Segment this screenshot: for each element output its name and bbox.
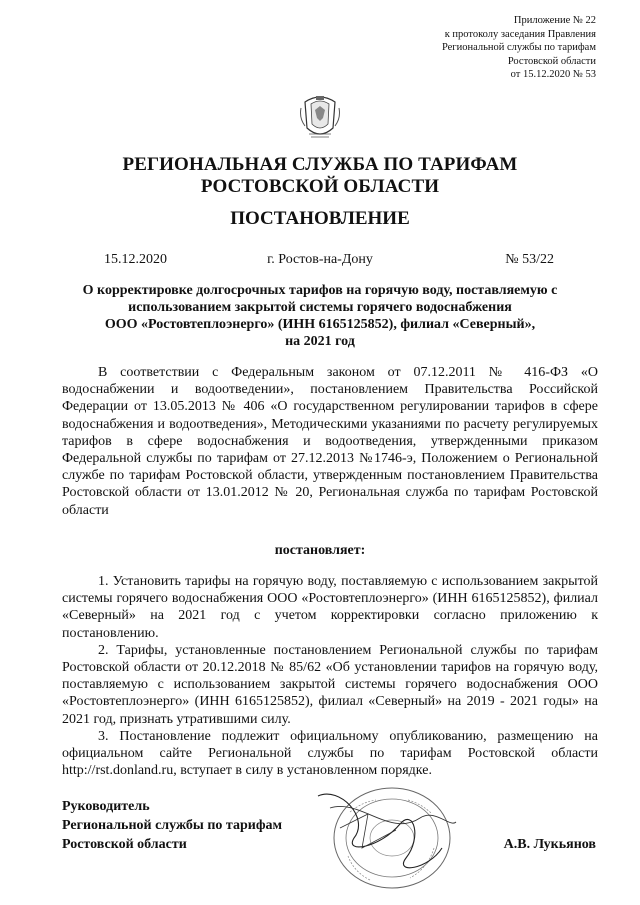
annex-reference [336,14,596,82]
annex-line: к протоколу заседания Правления [444,28,596,40]
subject-line: ООО «Ростовтеплоэнерго» (ИНН 6165125852), филиал «Северный», [104,317,536,332]
organization-line: РЕГИОНАЛЬНАЯ СЛУЖБА ПО ТАРИФАМ [122,154,518,175]
resolves-heading: постановляет: [274,543,366,558]
preamble-paragraph: В соответствии с Федеральным законом от 07.12.2011 № 416-ФЗ «О водоснабжении и водоотведении», постановлением Правительства Российской Федерации от 13.05.2013 № 406 «О государственном регулировании тарифов в сфере водоснабжения и водоотведения», Методическими указаниями по расчету регулируемых тарифов в сфере водоснабжения и водоотведения, утвержденными приказом Федеральной службы по тарифам от 27.12.2013 №1746-э, Положением о Региональной службе по тарифам Ростовской области, утвержденным постановлением Правительства Ростовской области от 13.01.2012 № 20, Региональная служба по тарифам Ростовской области [62,365,598,518]
signatory-title-line: Ростовской области [62,837,187,852]
document-city: г. Ростов-на-Дону [267,252,373,267]
signatory-title-line: Региональной службы по тарифам [62,818,283,833]
subject-line: использованием закрытой системы горячего водоснабжения [128,300,512,315]
signatory-title-line: Руководитель [62,799,150,814]
resolution-item: 2. Тарифы, установленные постановлением Региональной службы по тарифам Ростовской области от 20.12.2018 № 85/62 «Об установлении тарифов на горячую воду, поставляемую с использованием закрытой системы горячего водоснабжения ООО «Ростовтеплоэнерго» (ИНН 6165125852), филиал «Северный» на 2019 - 2021 годы» на 2021 год, признать утратившими силу. [62,642,598,727]
resolution-items [62,573,598,779]
signatory-name: А.В. Лукьянов [503,837,596,852]
annex-line: Ростовской области [507,55,596,67]
annex-line: Приложение № 22 [513,15,596,26]
organization-name [0,154,640,198]
annex-line: Региональной службы по тарифам [441,42,596,53]
resolution-item: 1. Установить тарифы на горячую воду, поставляемую с использованием закрытой системы горячего водоснабжения ООО «Ростовтеплоэнерго» (ИНН 6165125852), филиал «Северный» на 2021 год с учетом корректировки согласно приложению к постановлению. [62,574,598,641]
signatory-title [62,797,282,854]
subject-line: О корректировке долгосрочных тарифов на горячую воду, поставляемую с [82,283,558,298]
document-number: № 53/22 [505,252,554,267]
subject-line: на 2021 год [285,334,355,349]
annex-line: от 15.12.2020 № 53 [510,69,596,80]
document-subject [66,282,574,350]
document-type: ПОСТАНОВЛЕНИЕ [230,208,410,229]
coat-of-arms-icon [299,94,341,142]
resolution-item: 3. Постановление подлежит официальному опубликованию, размещению на официальном сайте Региональной службы по тарифам Ростовской области http://rst.donland.ru, вступает в силу в установленном порядке. [62,728,598,779]
official-stamp-and-signature-icon [310,778,460,898]
document-date: 15.12.2020 [104,252,167,267]
organization-line: РОСТОВСКОЙ ОБЛАСТИ [200,176,440,197]
